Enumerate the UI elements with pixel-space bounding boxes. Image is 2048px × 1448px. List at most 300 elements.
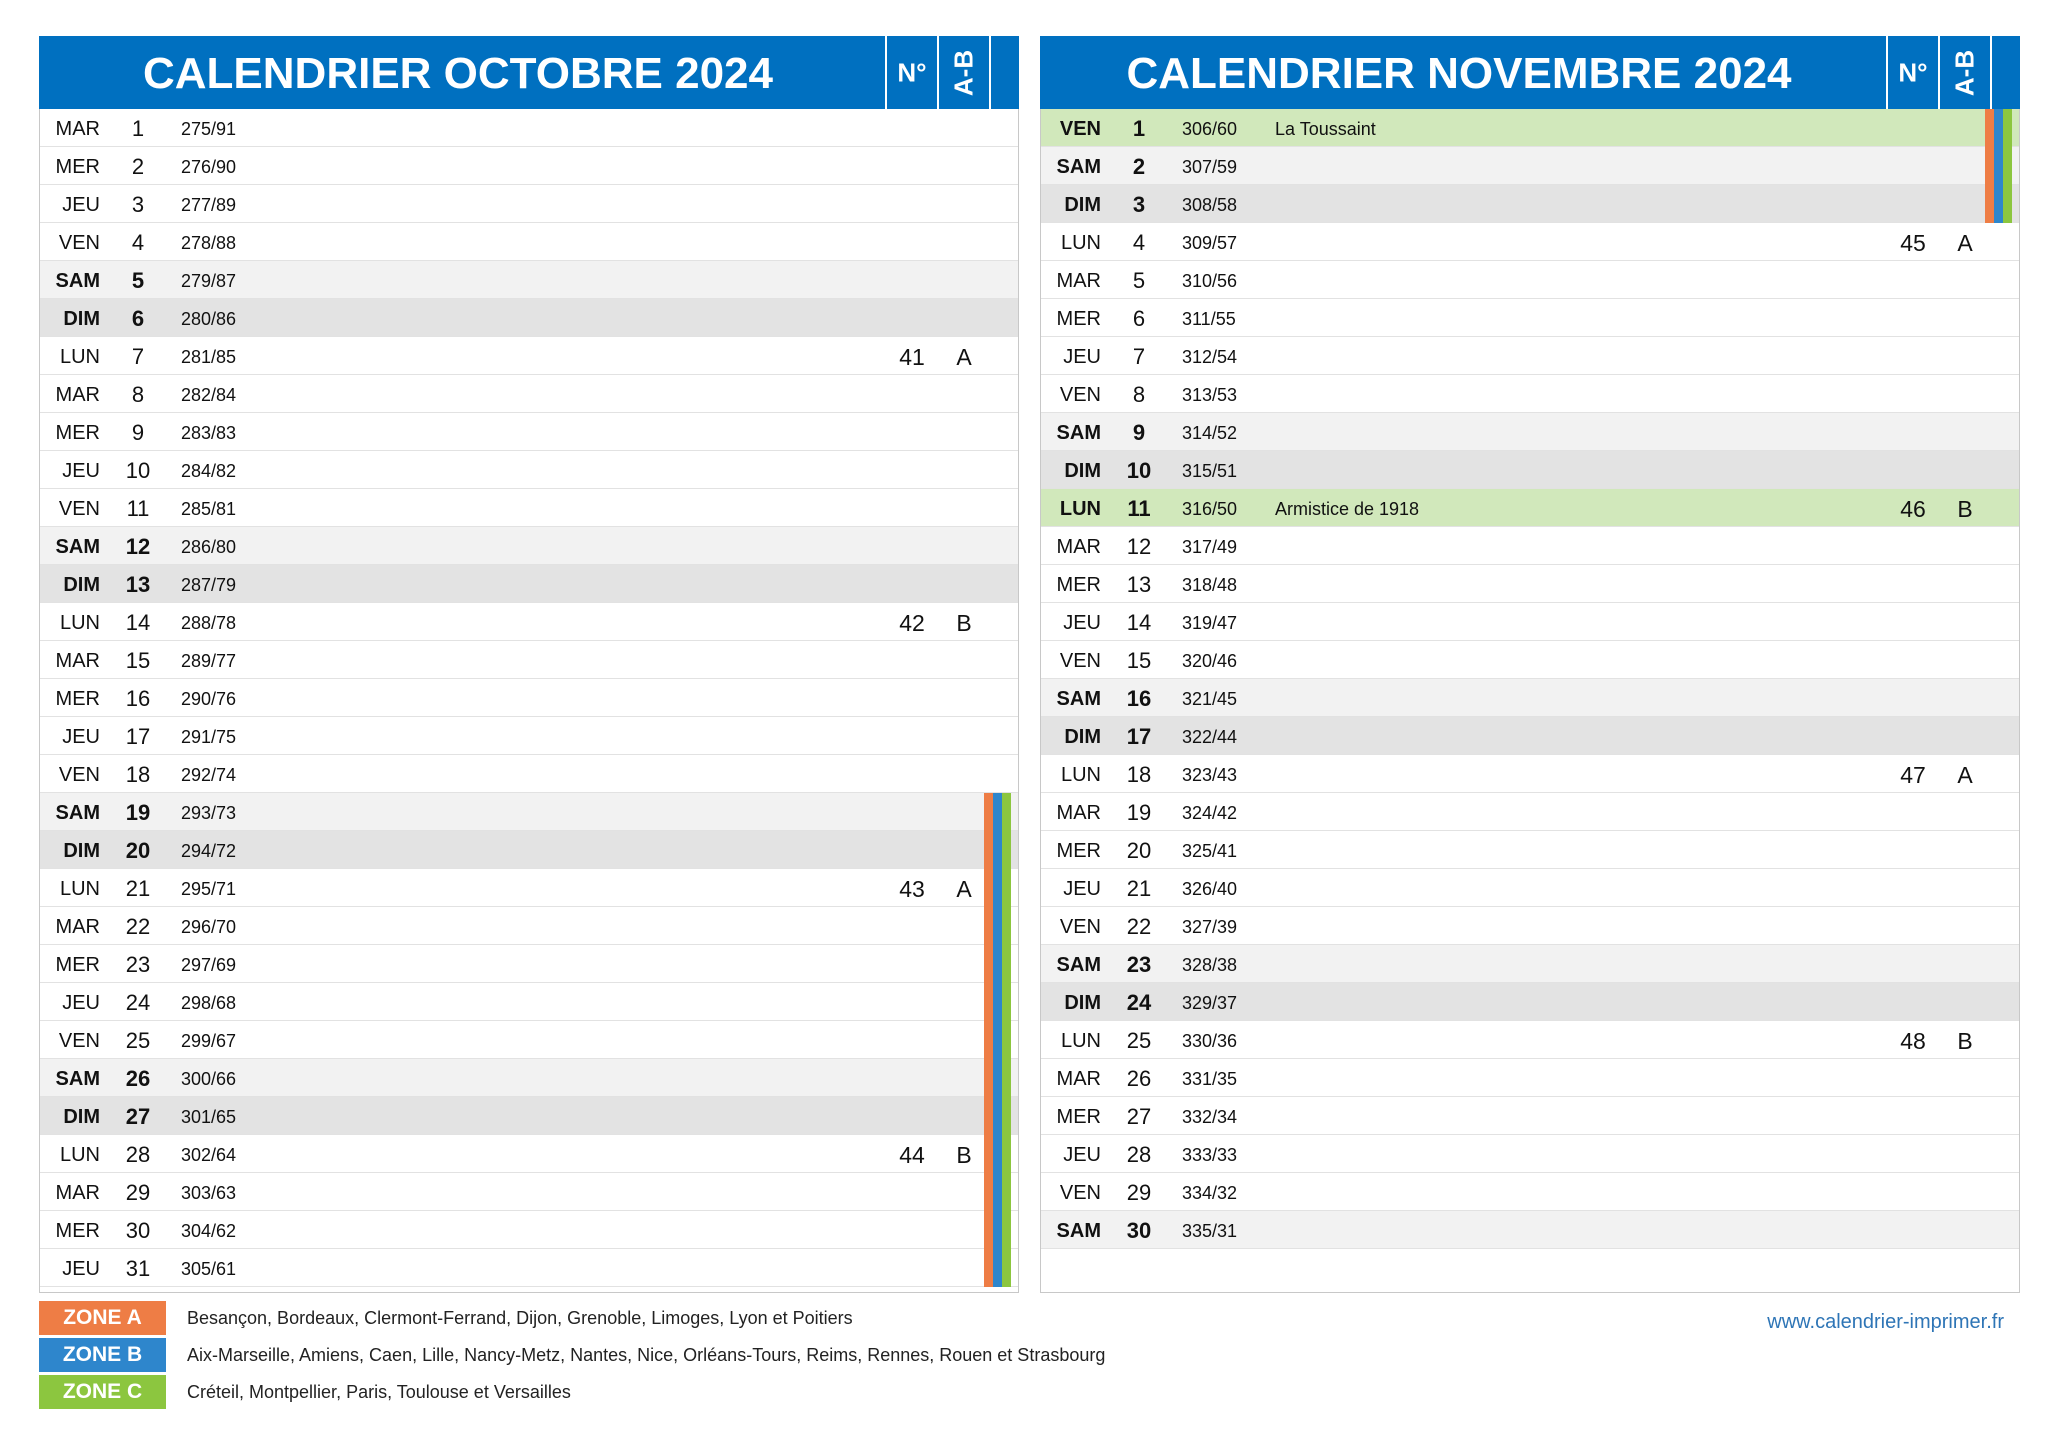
day-row bbox=[1041, 945, 2019, 983]
day-of-year-count: 289/77 bbox=[181, 651, 237, 671]
weekday-label: SAM bbox=[1056, 422, 1101, 444]
day-of-year-count: 302/64 bbox=[181, 1145, 237, 1165]
weekday-label: LUN bbox=[1059, 498, 1101, 520]
weekday-label: MAR bbox=[1056, 270, 1101, 292]
weekday-label: MAR bbox=[1056, 802, 1101, 824]
weekday-label: MER bbox=[55, 688, 100, 710]
day-of-year-count: 327/39 bbox=[1182, 917, 1238, 937]
day-of-year-count: 325/41 bbox=[1182, 841, 1238, 861]
day-of-year-count: 281/85 bbox=[181, 347, 237, 367]
day-of-year-count: 305/61 bbox=[181, 1259, 237, 1279]
week-number: 47 bbox=[1900, 762, 1926, 788]
weekday-label: LUN bbox=[59, 1144, 100, 1166]
day-row bbox=[40, 527, 1018, 565]
weekday-label: VEN bbox=[1059, 916, 1101, 938]
day-of-year-count: 328/38 bbox=[1182, 955, 1238, 975]
day-of-year-count: 287/79 bbox=[181, 575, 237, 595]
weekday-label: MAR bbox=[55, 384, 100, 406]
weekday-label: MER bbox=[55, 954, 100, 976]
weekday-label: LUN bbox=[59, 878, 100, 900]
day-number: 19 bbox=[125, 800, 151, 825]
school-holiday-zone-b-marker bbox=[993, 793, 1002, 831]
day-row bbox=[1041, 1173, 2019, 1211]
weekday-label: SAM bbox=[1056, 1220, 1101, 1242]
school-holiday-zone-b-marker bbox=[993, 1097, 1002, 1135]
day-number: 8 bbox=[1132, 382, 1146, 407]
weekday-label: VEN bbox=[58, 232, 100, 254]
school-holiday-zone-c-marker bbox=[1002, 1097, 1011, 1135]
day-number: 17 bbox=[125, 724, 151, 749]
day-row bbox=[40, 375, 1018, 413]
day-row bbox=[1041, 1059, 2019, 1097]
day-of-year-count: 323/43 bbox=[1182, 765, 1238, 785]
day-of-year-count: 286/80 bbox=[181, 537, 237, 557]
day-of-year-count: 315/51 bbox=[1182, 461, 1238, 481]
day-row bbox=[1041, 375, 2019, 413]
day-of-year-count: 308/58 bbox=[1182, 195, 1238, 215]
day-number: 30 bbox=[125, 1218, 151, 1243]
day-number: 10 bbox=[125, 458, 151, 483]
school-zone-column-header bbox=[1990, 36, 2020, 109]
calendar-days bbox=[39, 109, 1019, 1293]
school-holiday-zone-c-marker bbox=[1002, 945, 1011, 983]
day-of-year-count: 293/73 bbox=[181, 803, 237, 823]
day-row bbox=[1041, 413, 2019, 451]
weekday-label: DIM bbox=[1064, 460, 1101, 482]
weekday-label: LUN bbox=[59, 346, 100, 368]
school-holiday-zone-b-marker bbox=[1994, 147, 2003, 185]
day-row bbox=[40, 717, 1018, 755]
day-number: 22 bbox=[1126, 914, 1152, 939]
weekday-label: JEU bbox=[1063, 612, 1101, 634]
day-of-year-count: 279/87 bbox=[181, 271, 237, 291]
day-row bbox=[40, 983, 1018, 1021]
school-holiday-zone-c-marker bbox=[1002, 907, 1011, 945]
school-holiday-zone-b-marker bbox=[993, 869, 1002, 907]
weekday-label: JEU bbox=[62, 992, 100, 1014]
day-number: 25 bbox=[125, 1028, 151, 1053]
day-row bbox=[1041, 1021, 2019, 1059]
day-number: 4 bbox=[131, 230, 145, 255]
week-number: 44 bbox=[899, 1142, 925, 1168]
day-row bbox=[1041, 831, 2019, 869]
day-number: 27 bbox=[1126, 1104, 1152, 1129]
school-holiday-zone-c-marker bbox=[1002, 1249, 1011, 1287]
day-number: 23 bbox=[1126, 952, 1152, 977]
calendar-days bbox=[1040, 109, 2020, 1293]
school-holiday-zone-a-marker bbox=[984, 1249, 993, 1287]
weekday-label: MER bbox=[1056, 308, 1101, 330]
school-holiday-zone-c-marker bbox=[1002, 983, 1011, 1021]
day-of-year-count: 285/81 bbox=[181, 499, 237, 519]
school-holiday-zone-b-marker bbox=[993, 831, 1002, 869]
day-number: 30 bbox=[1126, 1218, 1152, 1243]
weekday-label: DIM bbox=[1064, 992, 1101, 1014]
day-of-year-count: 282/84 bbox=[181, 385, 237, 405]
day-of-year-count: 304/62 bbox=[181, 1221, 237, 1241]
day-number: 9 bbox=[131, 420, 145, 445]
school-holiday-zone-a-marker bbox=[984, 907, 993, 945]
day-number: 1 bbox=[1132, 116, 1146, 141]
day-of-year-count: 331/35 bbox=[1182, 1069, 1238, 1089]
day-of-year-count: 330/36 bbox=[1182, 1031, 1238, 1051]
day-of-year-count: 291/75 bbox=[181, 727, 237, 747]
ab-week-column-header: A-B bbox=[1938, 36, 1990, 109]
day-number: 14 bbox=[1126, 610, 1152, 635]
ab-week-letter: B bbox=[956, 1142, 972, 1168]
calendar-title: CALENDRIER OCTOBRE 2024 bbox=[143, 49, 773, 98]
day-row bbox=[1041, 755, 2019, 793]
calendar-october bbox=[39, 36, 1019, 1294]
school-holiday-zone-b-marker bbox=[993, 1021, 1002, 1059]
school-holiday-zone-c-marker bbox=[2003, 185, 2012, 223]
day-of-year-count: 306/60 bbox=[1182, 119, 1238, 139]
weekday-label: SAM bbox=[55, 802, 100, 824]
weekday-label: LUN bbox=[1060, 232, 1101, 254]
weekday-label: MER bbox=[1056, 1106, 1101, 1128]
day-of-year-count: 284/82 bbox=[181, 461, 237, 481]
weekday-label: LUN bbox=[1060, 1030, 1101, 1052]
weekday-label: VEN bbox=[1059, 1182, 1101, 1204]
day-number: 19 bbox=[1126, 800, 1152, 825]
weekday-label: JEU bbox=[62, 460, 100, 482]
day-number: 20 bbox=[1126, 838, 1152, 863]
day-number: 29 bbox=[1126, 1180, 1152, 1205]
weekday-label: SAM bbox=[1056, 688, 1101, 710]
day-row bbox=[1041, 565, 2019, 603]
day-row bbox=[1041, 717, 2019, 755]
day-row bbox=[40, 1135, 1018, 1173]
weekday-label: MAR bbox=[1056, 536, 1101, 558]
day-row bbox=[1041, 223, 2019, 261]
school-holiday-zone-a-marker bbox=[984, 1211, 993, 1249]
school-holiday-zone-c-marker bbox=[1002, 1211, 1011, 1249]
school-holiday-zone-a-marker bbox=[984, 1059, 993, 1097]
day-of-year-count: 309/57 bbox=[1182, 233, 1238, 253]
day-row bbox=[1041, 907, 2019, 945]
school-holiday-zone-c-marker bbox=[1002, 1135, 1011, 1173]
weekday-label: SAM bbox=[55, 536, 100, 558]
weekday-label: DIM bbox=[63, 574, 100, 596]
day-of-year-count: 296/70 bbox=[181, 917, 237, 937]
day-of-year-count: 277/89 bbox=[181, 195, 237, 215]
day-number: 16 bbox=[125, 686, 151, 711]
school-holiday-zone-a-marker bbox=[1985, 109, 1994, 147]
day-number: 14 bbox=[125, 610, 151, 635]
school-holiday-zone-b-marker bbox=[993, 1249, 1002, 1287]
day-number: 11 bbox=[1127, 496, 1151, 521]
weekday-label: DIM bbox=[1064, 194, 1101, 216]
day-number: 1 bbox=[131, 116, 145, 141]
day-row bbox=[40, 185, 1018, 223]
day-row bbox=[40, 147, 1018, 185]
day-row bbox=[1041, 641, 2019, 679]
weekday-label: VEN bbox=[58, 498, 100, 520]
week-number: 45 bbox=[1900, 230, 1926, 256]
weekday-label: JEU bbox=[1063, 1144, 1101, 1166]
day-of-year-count: 332/34 bbox=[1182, 1107, 1238, 1127]
day-of-year-count: 278/88 bbox=[181, 233, 237, 253]
school-holiday-zone-b-marker bbox=[993, 1135, 1002, 1173]
school-zone-column-header bbox=[989, 36, 1019, 109]
school-holiday-zone-b-marker bbox=[993, 1211, 1002, 1249]
day-row bbox=[40, 261, 1018, 299]
day-row bbox=[40, 1097, 1018, 1135]
zone-b-cities: Aix-Marseille, Amiens, Caen, Lille, Nancy-Metz, Nantes, Nice, Orléans-Tours, Reims, Rennes, Rouen et Strasbourg bbox=[187, 1345, 1106, 1365]
day-number: 3 bbox=[131, 192, 145, 217]
website-link[interactable]: www.calendrier-imprimer.fr bbox=[1767, 1311, 2004, 1333]
day-row bbox=[40, 679, 1018, 717]
day-row bbox=[1041, 679, 2019, 717]
day-number: 7 bbox=[131, 344, 145, 369]
day-row bbox=[40, 1021, 1018, 1059]
weekday-label: MAR bbox=[55, 650, 100, 672]
calendar-title: CALENDRIER NOVEMBRE 2024 bbox=[1126, 49, 1792, 98]
day-of-year-count: 292/74 bbox=[181, 765, 237, 785]
week-number: 41 bbox=[899, 344, 925, 370]
calendar-header bbox=[39, 36, 1019, 109]
day-number: 12 bbox=[1126, 534, 1152, 559]
day-of-year-count: 311/55 bbox=[1182, 309, 1236, 329]
school-holiday-zone-a-marker bbox=[984, 1021, 993, 1059]
day-of-year-count: 326/40 bbox=[1182, 879, 1238, 899]
day-number: 26 bbox=[1126, 1066, 1152, 1091]
day-number: 6 bbox=[131, 306, 145, 331]
day-of-year-count: 316/50 bbox=[1182, 499, 1238, 519]
ab-week-letter: A bbox=[956, 344, 972, 370]
ab-week-letter: A bbox=[1957, 230, 1973, 256]
day-of-year-count: 298/68 bbox=[181, 993, 237, 1013]
school-holiday-zone-a-marker bbox=[984, 869, 993, 907]
weekday-label: MER bbox=[55, 422, 100, 444]
zone-a-badge: ZONE A bbox=[39, 1301, 166, 1335]
day-number: 6 bbox=[1132, 306, 1146, 331]
week-number: 42 bbox=[899, 610, 925, 636]
day-row bbox=[1041, 337, 2019, 375]
day-row bbox=[40, 945, 1018, 983]
calendar-november bbox=[1040, 36, 2020, 1294]
day-of-year-count: 290/76 bbox=[181, 689, 237, 709]
weekday-label: LUN bbox=[1060, 764, 1101, 786]
holiday-label: La Toussaint bbox=[1275, 119, 1376, 139]
day-number: 28 bbox=[125, 1142, 151, 1167]
school-holiday-zone-b-marker bbox=[1994, 109, 2003, 147]
day-number: 25 bbox=[1126, 1028, 1152, 1053]
school-holiday-zone-b-marker bbox=[1994, 185, 2003, 223]
ab-week-letter: B bbox=[1957, 496, 1973, 522]
weekday-label: MAR bbox=[55, 118, 100, 140]
ab-week-letter: B bbox=[956, 610, 972, 636]
calendar-header bbox=[1040, 36, 2020, 109]
day-row bbox=[40, 223, 1018, 261]
day-row bbox=[1041, 185, 2019, 223]
weekday-label: DIM bbox=[63, 1106, 100, 1128]
day-number: 23 bbox=[125, 952, 151, 977]
school-holiday-zone-a-marker bbox=[984, 793, 993, 831]
weekday-label: VEN bbox=[1059, 650, 1101, 672]
school-holiday-zone-c-marker bbox=[1002, 1021, 1011, 1059]
day-row bbox=[40, 337, 1018, 375]
holiday-label: Armistice de 1918 bbox=[1275, 499, 1420, 519]
weekday-label: JEU bbox=[1063, 878, 1101, 900]
zone-a-cities: Besançon, Bordeaux, Clermont-Ferrand, Dijon, Grenoble, Limoges, Lyon et Poitiers bbox=[187, 1308, 853, 1328]
day-row bbox=[1041, 793, 2019, 831]
zone-c-badge: ZONE C bbox=[39, 1375, 166, 1409]
day-of-year-count: 288/78 bbox=[181, 613, 237, 633]
day-of-year-count: 318/48 bbox=[1182, 575, 1238, 595]
weekday-label: SAM bbox=[55, 1068, 100, 1090]
school-holiday-zone-c-marker bbox=[2003, 147, 2012, 185]
day-of-year-count: 333/33 bbox=[1182, 1145, 1238, 1165]
day-row bbox=[40, 109, 1018, 147]
day-row bbox=[40, 299, 1018, 337]
day-of-year-count: 329/37 bbox=[1182, 993, 1238, 1013]
day-number: 20 bbox=[125, 838, 151, 863]
day-number: 17 bbox=[1126, 724, 1152, 749]
day-of-year-count: 299/67 bbox=[181, 1031, 237, 1051]
day-number: 13 bbox=[1126, 572, 1152, 597]
day-row bbox=[40, 413, 1018, 451]
weekday-label: MER bbox=[55, 156, 100, 178]
day-row bbox=[1041, 261, 2019, 299]
weekday-label: DIM bbox=[63, 308, 100, 330]
day-of-year-count: 300/66 bbox=[181, 1069, 237, 1089]
school-holiday-zone-a-marker bbox=[984, 1173, 993, 1211]
weekday-label: SAM bbox=[55, 270, 100, 292]
day-number: 9 bbox=[1132, 420, 1146, 445]
day-row bbox=[40, 641, 1018, 679]
zone-c-cities: Créteil, Montpellier, Paris, Toulouse et Versailles bbox=[187, 1382, 571, 1402]
weekday-label: VEN bbox=[1059, 118, 1101, 140]
day-row bbox=[40, 1059, 1018, 1097]
day-of-year-count: 307/59 bbox=[1182, 157, 1238, 177]
day-number: 21 bbox=[1126, 876, 1152, 901]
school-holiday-zone-c-marker bbox=[1002, 1059, 1011, 1097]
school-holiday-zone-c-marker bbox=[2003, 109, 2012, 147]
school-holiday-zone-a-marker bbox=[1985, 147, 1994, 185]
day-number: 24 bbox=[1126, 990, 1152, 1015]
day-row bbox=[1041, 299, 2019, 337]
school-holiday-zone-c-marker bbox=[1002, 869, 1011, 907]
weekday-label: SAM bbox=[1056, 156, 1101, 178]
day-number: 7 bbox=[1132, 344, 1146, 369]
weekday-label: MER bbox=[1056, 840, 1101, 862]
weekday-label: MAR bbox=[55, 1182, 100, 1204]
day-number: 10 bbox=[1126, 458, 1152, 483]
weekday-label: JEU bbox=[62, 726, 100, 748]
day-number: 12 bbox=[125, 534, 151, 559]
day-number: 15 bbox=[1126, 648, 1152, 673]
day-of-year-count: 314/52 bbox=[1182, 423, 1238, 443]
school-holiday-zone-c-marker bbox=[1002, 1173, 1011, 1211]
school-holiday-zone-a-marker bbox=[984, 945, 993, 983]
day-number: 18 bbox=[125, 762, 151, 787]
day-of-year-count: 294/72 bbox=[181, 841, 237, 861]
day-number: 15 bbox=[125, 648, 151, 673]
day-row bbox=[1041, 147, 2019, 185]
day-number: 28 bbox=[1126, 1142, 1152, 1167]
day-number: 29 bbox=[125, 1180, 151, 1205]
weekday-label: VEN bbox=[1059, 384, 1101, 406]
school-holiday-zone-a-marker bbox=[984, 1135, 993, 1173]
school-holiday-zone-a-marker bbox=[1985, 185, 1994, 223]
day-row bbox=[40, 1249, 1018, 1287]
week-number-column-header: N° bbox=[1886, 36, 1938, 109]
day-number: 8 bbox=[131, 382, 145, 407]
week-number-column-header: N° bbox=[885, 36, 937, 109]
day-row bbox=[1041, 1135, 2019, 1173]
day-number: 24 bbox=[125, 990, 151, 1015]
day-of-year-count: 313/53 bbox=[1182, 385, 1238, 405]
day-of-year-count: 334/32 bbox=[1182, 1183, 1238, 1203]
weekday-label: JEU bbox=[1063, 346, 1101, 368]
weekday-label: VEN bbox=[58, 764, 100, 786]
day-number: 2 bbox=[1132, 154, 1146, 179]
day-of-year-count: 297/69 bbox=[181, 955, 237, 975]
day-row bbox=[40, 869, 1018, 907]
day-number: 31 bbox=[125, 1256, 151, 1281]
day-number: 22 bbox=[125, 914, 151, 939]
day-number: 26 bbox=[125, 1066, 151, 1091]
school-holiday-zone-c-marker bbox=[1002, 793, 1011, 831]
day-number: 4 bbox=[1132, 230, 1146, 255]
weekday-label: VEN bbox=[58, 1030, 100, 1052]
day-of-year-count: 280/86 bbox=[181, 309, 237, 329]
day-row bbox=[1041, 983, 2019, 1021]
day-row bbox=[1041, 603, 2019, 641]
day-number: 3 bbox=[1132, 192, 1146, 217]
day-row bbox=[1041, 109, 2019, 147]
day-of-year-count: 321/45 bbox=[1182, 689, 1238, 709]
school-holiday-zone-b-marker bbox=[993, 1173, 1002, 1211]
day-row bbox=[40, 1173, 1018, 1211]
day-row bbox=[40, 755, 1018, 793]
day-of-year-count: 317/49 bbox=[1182, 537, 1238, 557]
day-row bbox=[1041, 527, 2019, 565]
weekday-label: MAR bbox=[55, 916, 100, 938]
school-holiday-zone-b-marker bbox=[993, 945, 1002, 983]
day-number: 27 bbox=[125, 1104, 151, 1129]
school-holiday-zone-b-marker bbox=[993, 907, 1002, 945]
day-of-year-count: 275/91 bbox=[181, 119, 237, 139]
day-number: 18 bbox=[1126, 762, 1152, 787]
day-number: 13 bbox=[125, 572, 151, 597]
school-holiday-zone-b-marker bbox=[993, 983, 1002, 1021]
week-number: 46 bbox=[1900, 496, 1926, 522]
weekday-label: JEU bbox=[62, 1258, 100, 1280]
school-holiday-zone-b-marker bbox=[993, 1059, 1002, 1097]
school-holiday-zone-c-marker bbox=[1002, 831, 1011, 869]
day-of-year-count: 301/65 bbox=[181, 1107, 237, 1127]
day-row bbox=[40, 565, 1018, 603]
day-of-year-count: 312/54 bbox=[1182, 347, 1238, 367]
day-row bbox=[40, 1211, 1018, 1249]
day-of-year-count: 303/63 bbox=[181, 1183, 237, 1203]
day-number: 2 bbox=[131, 154, 145, 179]
ab-week-column-header: A-B bbox=[937, 36, 989, 109]
day-of-year-count: 320/46 bbox=[1182, 651, 1238, 671]
day-row bbox=[1041, 869, 2019, 907]
school-holiday-zone-a-marker bbox=[984, 983, 993, 1021]
day-number: 16 bbox=[1126, 686, 1152, 711]
day-row bbox=[1041, 1211, 2019, 1249]
zone-b-badge: ZONE B bbox=[39, 1338, 166, 1372]
day-number: 11 bbox=[126, 496, 150, 521]
day-row bbox=[40, 603, 1018, 641]
day-row bbox=[40, 831, 1018, 869]
weekday-label: LUN bbox=[59, 612, 100, 634]
day-row bbox=[1041, 451, 2019, 489]
